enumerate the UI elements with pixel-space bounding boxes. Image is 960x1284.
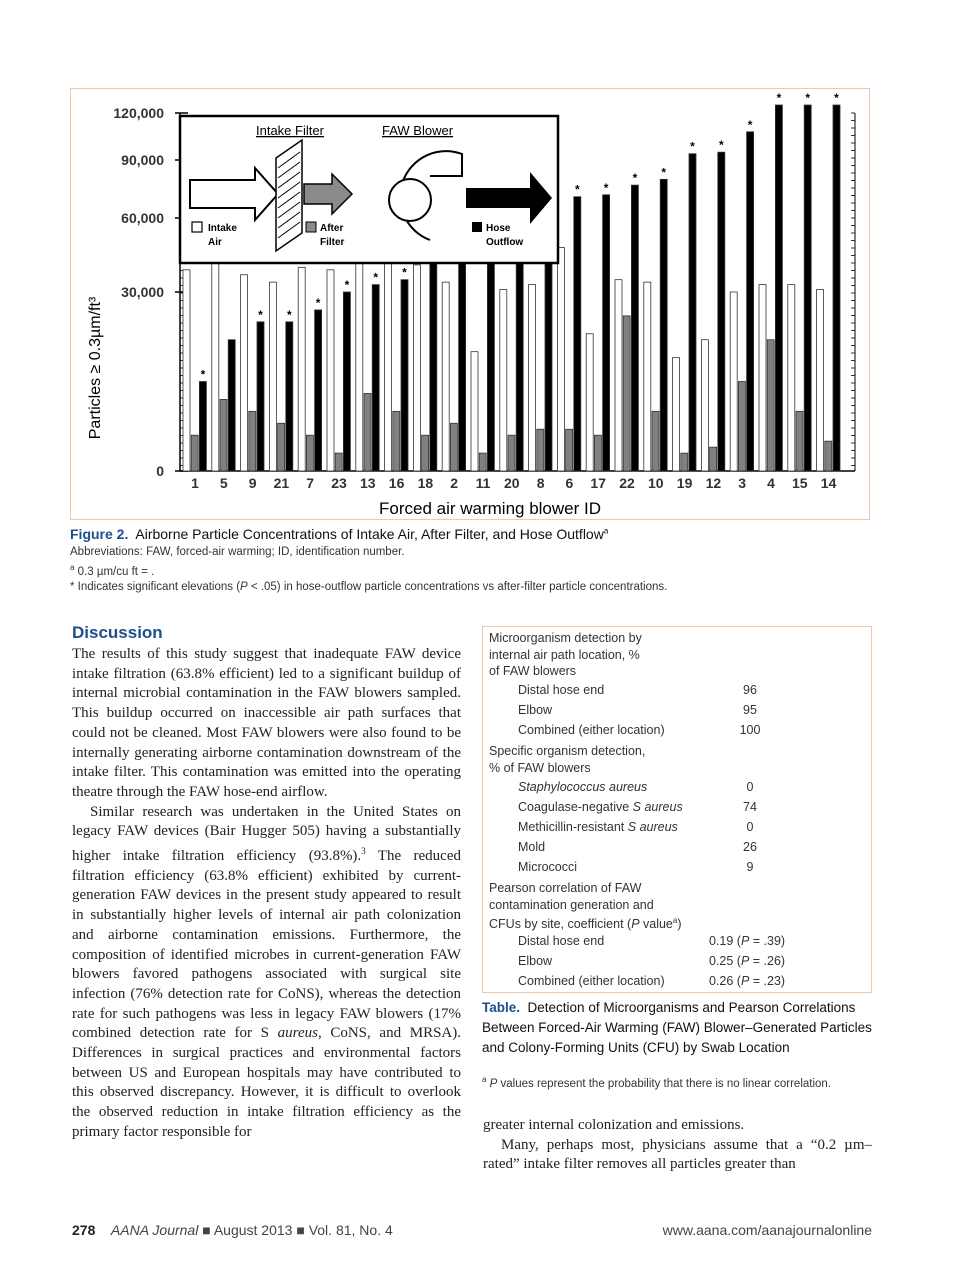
x-tick-label: 7 [306,475,315,491]
significance-marker: * [373,270,379,285]
table-caption-text: Detection of Microorganisms and Pearson Correlations Between Forced-Air Warming (FAW) Blower–Generated Particles and Colony-Forming Units (CFU) by Swab Location [482,1000,872,1055]
legend-swatch-hose [472,222,482,232]
figure-footnote-star-2: < .05) in hose-outflow particle concentrations vs after-filter particle concentrations. [247,580,668,593]
x-tick-label: 12 [705,475,722,491]
table-row: Methicillin-resistant S aureus 0 [518,820,754,834]
page-footer [72,1222,872,1238]
bar-after-filter [508,435,515,471]
page-number: 278 [72,1222,96,1238]
bar-intake-air [212,255,219,471]
bar-after-filter [796,411,803,471]
table-row: Elbow 95 [518,703,757,717]
bar-after-filter [825,441,832,471]
discussion-heading: Discussion [72,623,163,642]
table-row: Micrococci 9 [518,860,754,874]
table-section-1-heading: Microorganism detection by internal air path location, % of FAW blowers [489,631,642,678]
intake-filter-icon [276,140,302,251]
legend-swatch-intake [192,222,202,232]
bar-intake-air [298,267,305,471]
x-tick-label: 1 [191,475,199,491]
bar-intake-air [500,290,507,471]
table-row: Distal hose end 96 [518,683,757,697]
bar-intake-air [701,340,708,471]
bar-hose-outflow [315,310,322,471]
bar-after-filter [335,453,342,471]
table-footnote: $^a$ P values represent the probability that there is no linear correlation. [482,1075,832,1090]
significance-marker: * [747,117,753,132]
significance-marker: * [200,367,206,382]
x-tick-label: 18 [417,475,434,491]
bar-intake-air [673,358,680,471]
bar-hose-outflow [372,285,379,471]
figure-label: Figure 2. [70,526,129,542]
faw-blower-label: FAW Blower [382,123,454,138]
legend-hose-line1: Hose [486,223,511,234]
issue-date: August 2013 [213,1222,293,1238]
volume-issue: Vol. 81, No. 4 [308,1222,393,1238]
bar-after-filter [450,423,457,471]
bar-after-filter [220,399,227,471]
intake-filter-label: Intake Filter [256,123,324,138]
bar-intake-air [730,292,737,471]
significance-marker: * [776,91,782,105]
journal-name: AANA Journal [110,1222,199,1238]
significance-marker: * [834,91,839,105]
bar-hose-outflow [631,185,638,471]
bar-intake-air [529,285,536,471]
x-tick-label: 9 [248,475,257,491]
x-tick-label: 23 [331,475,347,491]
x-tick-label: 5 [219,475,228,491]
x-tick-label: 10 [648,475,664,491]
table-row: Distal hose end 0.19 (P = .39) [518,934,786,948]
bar-hose-outflow [343,292,350,471]
bar-hose-outflow [660,179,667,471]
table-caption [482,998,877,1057]
legend-swatch-after [306,222,316,232]
figure-footnote-a-sup: a [70,563,75,572]
figure-title: Airborne Particle Concentrations of Intake Air, After Filter, and Hose Outflow [135,526,604,542]
significance-marker: * [718,138,724,153]
significance-marker: * [258,307,263,322]
bar-intake-air [471,352,478,471]
figure-footnote-star-p: P [240,580,248,593]
x-tick-label: 3 [738,475,747,491]
bar-after-filter [364,393,371,471]
bar-intake-air [241,275,248,471]
significance-marker: * [286,307,292,322]
bar-after-filter [191,435,198,471]
figure-footnote-a: 0.3 µm/cu ft = . [77,565,155,578]
y-tick-label: 0 [156,463,164,479]
bar-after-filter [278,423,285,471]
bar-after-filter [767,340,774,471]
figure-abbreviations: Abbreviations: FAW, forced-air warming; ID, identification number. [70,546,405,558]
significance-marker: * [402,265,407,280]
x-axis-title: Forced air warming blower ID [378,499,602,518]
bar-after-filter [393,411,400,471]
bar-hose-outflow [775,105,782,471]
significance-marker: * [603,180,609,195]
x-tick-label: 17 [590,475,606,491]
bar-after-filter [479,453,486,471]
bar-intake-air [327,270,334,471]
figure-caption [70,526,890,595]
bar-intake-air [356,262,363,471]
bar-intake-air [557,248,564,471]
y-axis-title: Particles ≥ 0.3µm/ft³ [87,296,104,440]
bar-intake-air [413,265,420,471]
significance-marker: * [574,182,580,197]
bar-after-filter [738,382,745,472]
airflow-diagram-inset [180,116,558,263]
x-tick-label: 4 [767,475,775,491]
bar-hose-outflow [718,152,725,471]
bar-hose-outflow [833,105,840,471]
significance-marker: * [690,139,695,154]
discussion-paragraph-3: Many, perhaps most, physicians assume that a “0.2 µm–rated” intake filter removes all particles greater than [483,1136,872,1173]
bar-after-filter [710,447,717,471]
legend-after-line1: After [320,223,344,234]
table-row: Mold 26 [518,840,757,854]
table-label: Table. [482,1000,521,1015]
right-column [483,1116,872,1175]
bar-intake-air [183,270,190,471]
bar-hose-outflow [257,322,264,471]
bar-hose-outflow [401,280,408,471]
legend-intake-line2: Air [208,237,222,248]
legend-after-line2: Filter [320,237,345,248]
x-tick-label: 21 [273,475,290,491]
bar-hose-outflow [574,197,581,471]
x-tick-label: 6 [565,475,574,491]
table-row: Coagulase-negative S aureus 74 [518,800,757,814]
x-tick-label: 14 [820,475,837,491]
significance-marker: * [632,171,638,186]
table-row: Combined (either location) 100 [518,723,761,737]
y-tick-label: 30,000 [121,284,164,300]
bar-after-filter [566,429,573,471]
significance-marker: * [315,295,321,310]
bar-after-filter [681,453,688,471]
bar-hose-outflow [199,382,206,472]
bar-intake-air [269,282,276,471]
bar-hose-outflow [804,105,811,471]
bar-intake-air [759,285,766,471]
y-tick-label: 60,000 [121,210,164,226]
bar-intake-air [644,282,651,471]
table-section-3-heading: Pearson correlation of FAW contamination generation and CFUs by site, coefficient (P value$^a$) [489,881,682,932]
results-table [482,626,872,993]
bar-hose-outflow [459,243,466,471]
footer-separator: ■ [202,1222,211,1238]
bar-after-filter [652,411,659,471]
bar-hose-outflow [286,322,293,471]
discussion-paragraph-1: The results of this study suggest that inadequate FAW device intake filtration (63.8% efficient) led to a significant buildup of internal microbial contamination in the FAW blowers sampled. This buildup occurred on inaccessible air path surfaces that could not be cleaned. Most FAW blowers were also found to be internally generating airborne contamination downstream of the intake filter. This contamination was emitted into the operating theatre through the FAW hose-end airflow. [72,646,461,800]
significance-marker: * [805,91,811,105]
bar-after-filter [306,435,313,471]
table-section-2-heading: Specific organism detection, % of FAW blowers [489,744,646,775]
x-tick-label: 13 [360,475,376,491]
bar-hose-outflow [747,132,754,471]
bar-hose-outflow [689,154,696,471]
significance-marker: * [661,165,667,180]
y-tick-label: 120,000 [113,105,164,121]
bar-after-filter [594,435,601,471]
table-row: Elbow 0.25 (P = .26) [518,954,786,968]
figure-title-sup: a [603,526,609,536]
y-tick-label: 90,000 [121,152,164,168]
legend-hose-line2: Outflow [486,237,524,248]
table-row: Staphylococcus aureus 0 [518,780,754,794]
bar-intake-air [615,280,622,471]
x-tick-label: 16 [388,475,405,491]
x-tick-label: 19 [676,475,693,491]
bar-intake-air [817,290,824,471]
x-tick-label: 11 [475,475,491,491]
legend-intake-line1: Intake [208,223,237,234]
bar-intake-air [788,285,795,471]
bar-chart [70,88,870,520]
footer-separator: ■ [296,1222,305,1238]
bar-hose-outflow [430,257,437,471]
x-tick-label: 2 [450,475,459,491]
table-row: Combined (either location) 0.26 (P = .23) [518,974,786,988]
bar-hose-outflow [603,195,610,471]
bar-after-filter [537,429,544,471]
bar-after-filter [249,411,256,471]
citation-3: 3 [361,846,366,857]
left-column [72,645,461,1143]
continued-paragraph: greater internal colonization and emissions. [483,1117,745,1133]
bar-after-filter [422,435,429,471]
x-tick-label: 15 [792,475,808,491]
bar-after-filter [623,316,630,471]
bar-intake-air [442,282,449,471]
website-link[interactable]: www.aana.com/aanajournalonline [662,1222,872,1238]
x-tick-label: 8 [536,475,545,491]
x-tick-label: 22 [619,475,635,491]
discussion-paragraph-2: Similar research was undertaken in the United States on legacy FAW devices (Bair Hugger 505) having a substantially higher intake filtration efficiency (93.8%).$^3$ The reduced filtration efficiency (63.8% efficient) exhibited by current-generation FAW devices in the present study appeared to result in substantially higher levels of internal air path colonization and airborne contamination emissions. Furthermore, the composition of identified microbes in current-generation FAW blowers favored pathogens associated with surgical site infection (76% detection rate for CoNS), whereas the detection rate for such pathogens was less in legacy FAW blowers (17% combined detection rate for S aureus, CoNS, and MRSA). Differences in surgical practices and environmental factors between US and European hospitals may have contributed to this observed discrepancy. However, it is difficult to overlook the observed reduction in intake filtration efficiency as the primary factor responsible for [72,803,461,1140]
significance-marker: * [344,278,350,292]
figure-footnote-star-1: * Indicates significant elevations ( [70,580,241,593]
x-tick-label: 20 [504,475,520,491]
bar-intake-air [586,334,593,471]
bar-hose-outflow [228,340,235,471]
